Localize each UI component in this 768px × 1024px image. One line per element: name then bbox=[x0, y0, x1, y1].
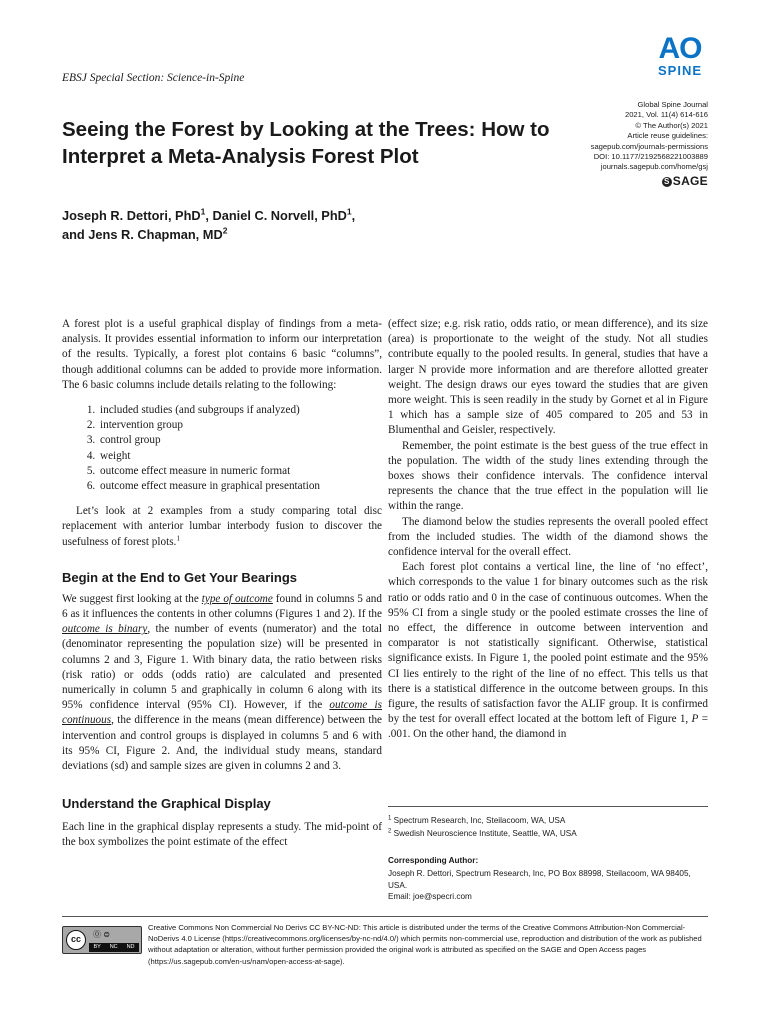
list-item: 2. intervention group bbox=[98, 418, 382, 433]
permissions-link[interactable]: sagepub.com/journals-permissions bbox=[590, 141, 708, 151]
doi-link[interactable]: DOI: 10.1177/2192568221003889 bbox=[593, 152, 708, 162]
author-list bbox=[62, 206, 502, 244]
affiliation-marker: 1 bbox=[346, 206, 352, 217]
logo-spine-text: SPINE bbox=[657, 63, 702, 78]
copyright-line: © The Author(s) 2021 bbox=[635, 120, 708, 130]
body-paragraph bbox=[62, 592, 382, 774]
affiliation-1 bbox=[388, 815, 708, 828]
forest-plot-columns-list bbox=[62, 403, 382, 494]
list-item: 3. control group bbox=[98, 433, 382, 448]
paragraph-text: = .001. On the other hand, the diamond in bbox=[388, 713, 709, 741]
logo-ao-text: AO bbox=[658, 32, 702, 65]
paragraph-text: found in columns 5 and 6 as it influences the contents in other columns (Figures 1 and 2). If the bbox=[62, 592, 382, 621]
list-item: 4. weight bbox=[98, 449, 382, 464]
corresponding-author-email[interactable]: Email: joe@specri.com bbox=[388, 892, 472, 902]
license-term-by: BY bbox=[93, 944, 101, 950]
body-paragraph: The diamond below the studies represents the overall pooled effect from the included studies. The width of the diamond shows the confidence interval for the overall effect. bbox=[388, 515, 708, 559]
affiliation-text: Spectrum Research, Inc, Steilacoom, WA, USA bbox=[391, 816, 566, 825]
sage-wordmark: SAGE bbox=[672, 173, 708, 188]
ao-spine-logo bbox=[652, 34, 708, 78]
reference-marker: 1 bbox=[176, 532, 181, 542]
body-paragraph: A forest plot is a useful graphical display of findings from a meta-analysis. It provides essential information to inform our interpretation of the results. Typically, a forest plot contains 6 basic “columns”, though additional columns can be added to provide more information. The 6 basic columns include details relating to the following: bbox=[62, 318, 382, 391]
corresponding-author-address: Joseph R. Dettori, Spectrum Research, Inc, PO Box 88998, Steilacoom, WA 98405, USA. bbox=[388, 868, 691, 890]
affiliations bbox=[388, 815, 708, 840]
section-heading: Begin at the End to Get Your Bearings bbox=[62, 569, 297, 585]
journal-home-link[interactable]: journals.sagepub.com/home/gsj bbox=[600, 162, 708, 172]
paragraph-text: , the number of events (numerator) and the total (denominator representing the population size) will be presented in columns 2 and 3, Figure 1. With binary data, the ratio between risks (risk ratio) or odds (odds ratio) are calculated and presented numerically in column 5 and graphically in column 6 along with its 95% confidence interval (95% CI). However, if the bbox=[62, 623, 382, 712]
section-heading: Understand the Graphical Display bbox=[62, 796, 271, 812]
paragraph-text: Each forest plot contains a vertical line, the line of ‘no effect’, which corresponds to the value 1 for binary outcomes such as the risk ratio or odds ratio and 0 in the case of continuous outcomes. When the 95% CI from a single study or the pooled estimate crosses the line of no effect, the difference in outcome between intervention and comparator is not statistically significant. Otherwise, statistical significance exists. In Figure 1, the pooled point estimate and the 95% CI lies entirely to the right of the line of no effect. This tells us that there is a statistical difference in the outcome between groups. In this figure, the results of satisfaction favor the ALIF group. It is confirmed by the test for overall effect located at the bottom left of Figure 1, bbox=[388, 561, 708, 726]
license-terms-bar bbox=[89, 943, 139, 952]
sage-icon: S bbox=[662, 177, 672, 187]
affiliation-marker: 1 bbox=[200, 206, 206, 217]
body-paragraph bbox=[388, 560, 708, 742]
affiliation-marker: 2 bbox=[388, 827, 392, 834]
sage-logo bbox=[508, 173, 708, 188]
paragraph-text: We suggest first looking at the bbox=[62, 592, 202, 605]
license-term-nc: NC bbox=[109, 944, 118, 950]
author-separator: , bbox=[351, 208, 356, 223]
license-divider bbox=[62, 916, 708, 917]
article-title: Seeing the Forest by Looking at the Trees: How to Interpret a Meta-Analysis Forest Plot bbox=[62, 118, 550, 168]
section-header: EBSJ Special Section: Science-in-Spine bbox=[62, 72, 245, 84]
license-symbols-icon: ⓪ ⊜ bbox=[93, 930, 110, 939]
cc-icon: cc bbox=[66, 930, 86, 950]
journal-name: Global Spine Journal bbox=[637, 100, 708, 109]
emphasized-term: outcome is continuous bbox=[62, 699, 382, 727]
affiliation-marker: 2 bbox=[222, 225, 228, 236]
body-paragraph: Remember, the point estimate is the best guess of the true effect in the population. The width of the study lines extending through the boxes shows their confidence intervals. The confidence interval represents the chance that the true effect in the population will lie within the range. bbox=[388, 439, 708, 513]
corresponding-author bbox=[388, 855, 708, 903]
author-name: Joseph R. Dettori, PhD bbox=[62, 208, 201, 223]
reuse-guidelines-label: Article reuse guidelines: bbox=[627, 131, 708, 141]
list-item: 5. outcome effect measure in numeric format bbox=[98, 464, 382, 479]
author-name: and Jens R. Chapman, MD bbox=[62, 227, 223, 242]
corresponding-author-heading: Corresponding Author: bbox=[388, 856, 479, 865]
p-value-symbol: P bbox=[691, 713, 699, 726]
cc-license-icon[interactable] bbox=[62, 926, 142, 954]
paragraph-text: Let’s look at 2 examples from a study comparing total disc replacement with anterior lumbar interbody fusion to discover the usefulness of forest plots. bbox=[62, 505, 382, 548]
emphasized-term: type of outcome bbox=[201, 592, 273, 605]
body-column-left bbox=[62, 317, 382, 851]
body-column-right bbox=[388, 317, 708, 743]
affiliation-marker: 1 bbox=[388, 815, 392, 822]
paragraph-text: , the difference in the means (mean difference) between the intervention and control groups is displayed in columns 5 and 6 with its 95% CI, Figure 2. And, the individual study means, standard deviations (sd) and sample sizes are given in columns 2 and 3. bbox=[62, 714, 382, 773]
license-text: Creative Commons Non Commercial No Derivs CC BY-NC-ND: This article is distributed under the terms of the Creative Commons Attribution-Non Commercial-NoDerivs 4.0 License (https://creativecommons.org/licenses/by-nc-nd/4.0/) which permits non-commercial use, reproduction and distribution of the work as published without adaptation or alteration, without further permission provided the original work is attributed as specified on the SAGE and Open Access pages (https://us.sagepub.com/en-us/nam/open-access-at-sage). bbox=[148, 923, 702, 966]
author-name: , Daniel C. Norvell, PhD bbox=[205, 208, 347, 223]
list-item: 6. outcome effect measure in graphical presentation bbox=[98, 479, 382, 494]
body-paragraph: (effect size; e.g. risk ratio, odds ratio, or mean difference), and its size (area) is proportionate to the weight of the study. Not all studies contribute equally to the pooled results. In general, studies that have a larger N provide more information and are therefore allotted greater weight. The design draws our eyes toward the studies that are given more weight. This is seen readily in the study by Gornet et al in Figure 1 which has a sample size of 405 compared to 205 and 53 in Blumenthal and Geisler, respectively. bbox=[388, 318, 708, 437]
affiliation-text: Swedish Neuroscience Institute, Seattle, WA, USA bbox=[391, 828, 577, 838]
list-item: 1. included studies (and subgroups if analyzed) bbox=[98, 403, 382, 418]
journal-volume: 2021, Vol. 11(4) 614-616 bbox=[624, 110, 708, 120]
emphasized-term: outcome is binary bbox=[62, 623, 148, 636]
footnote-divider bbox=[388, 806, 708, 807]
body-paragraph: Each line in the graphical display represents a study. The mid-point of the box symbolizes the point estimate of the effect bbox=[62, 821, 382, 849]
license-term-nd: ND bbox=[126, 944, 135, 950]
body-paragraph bbox=[62, 504, 382, 550]
affiliation-2 bbox=[388, 828, 708, 841]
